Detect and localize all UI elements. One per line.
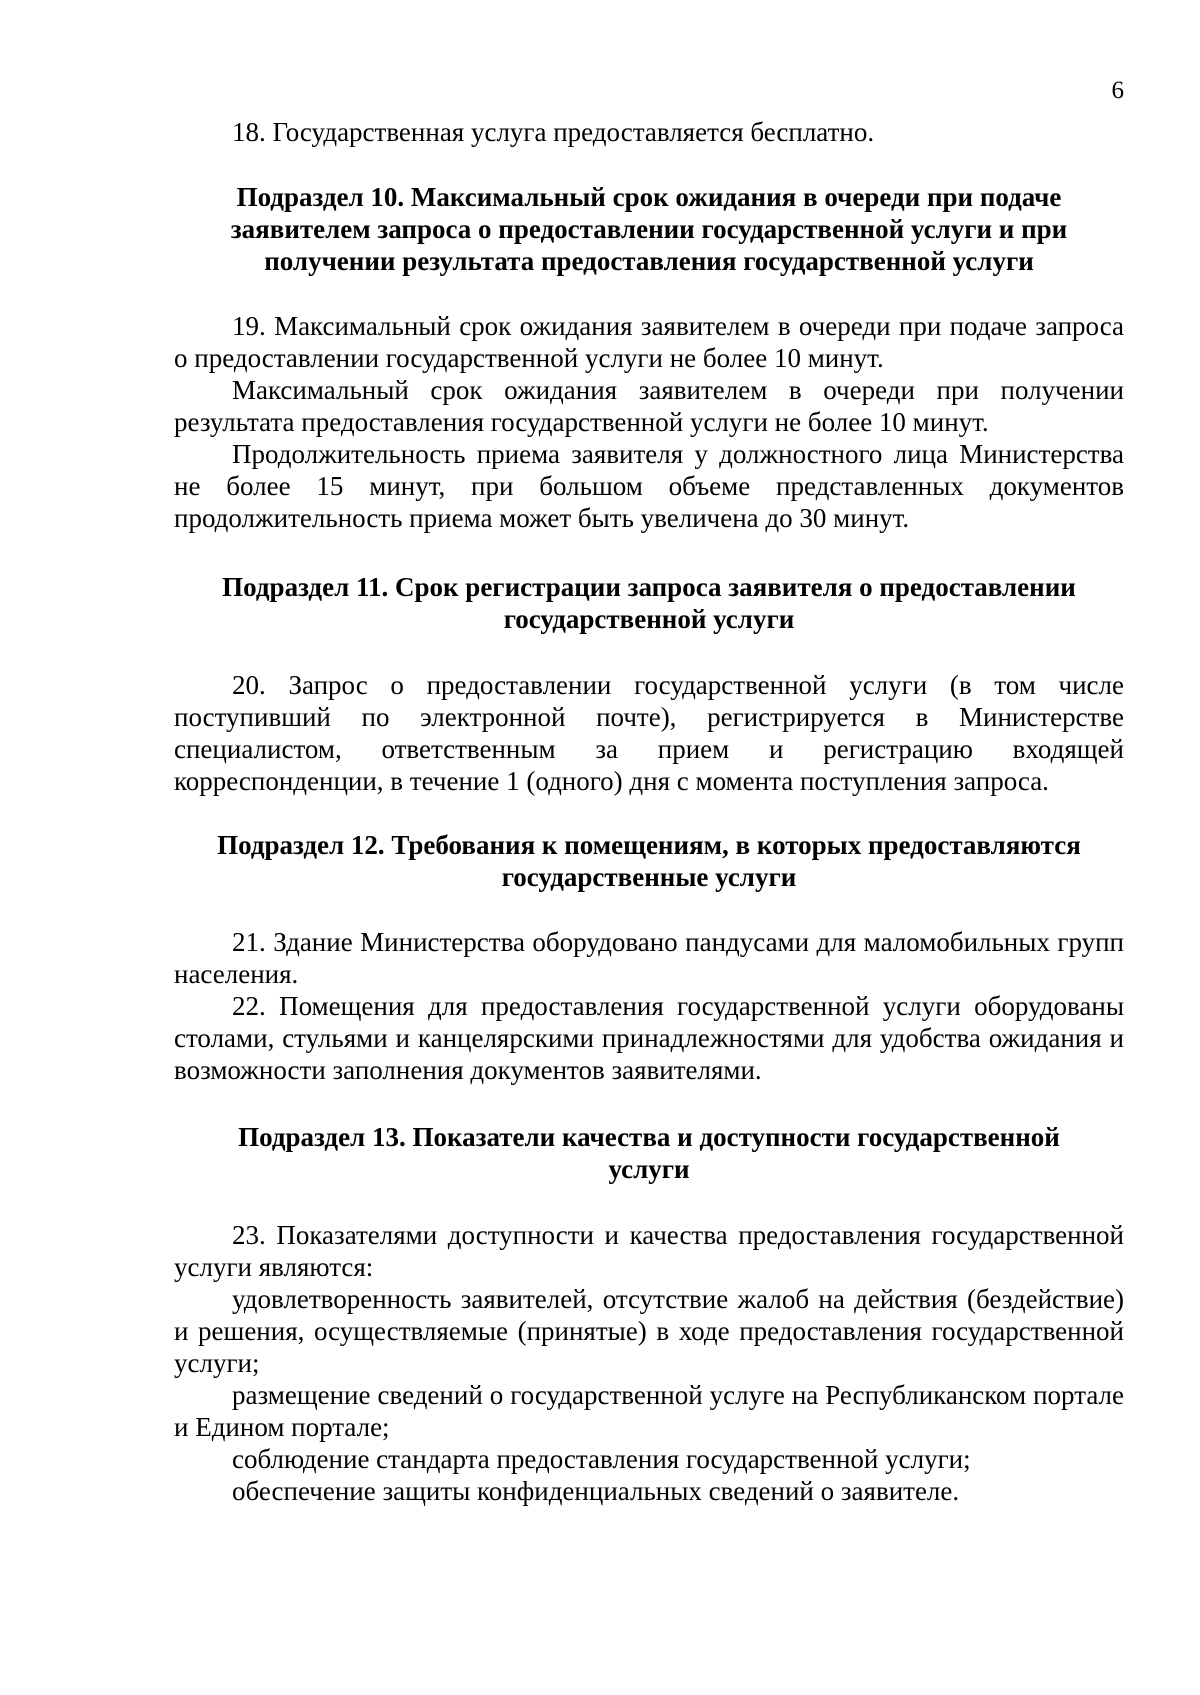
paragraph-18: 18. Государственная услуга предоставляется бесплатно. [232, 117, 875, 147]
subsection-12-body [174, 926, 1124, 1086]
paragraph-21: 21. Здание Министерства оборудовано пандусами для маломобильных групп населения. [174, 927, 1124, 989]
paragraph: размещение сведений о государственной услуге на Республиканском портале и Едином портале; [174, 1380, 1124, 1442]
heading-line: заявителем запроса о предоставлении государственной услуги и при [230, 214, 1068, 244]
paragraph-23: 23. Показателями доступности и качества предоставления государственной услуги являются: [174, 1220, 1124, 1282]
page-number: 6 [1111, 77, 1124, 104]
paragraph: обеспечение защиты конфиденциальных сведений о заявителе. [232, 1476, 960, 1506]
heading-line: услуги [608, 1154, 690, 1184]
subsection-11-body [174, 669, 1124, 797]
heading-line: Подраздел 10. Максимальный срок ожидания в очереди при подаче [236, 182, 1062, 212]
heading-line: Подраздел 11. Срок регистрации запроса заявителя о предоставлении [222, 572, 1076, 602]
subsection-13-body [174, 1219, 1124, 1507]
heading-line: Подраздел 13. Показатели качества и доступности государственной [238, 1122, 1060, 1152]
paragraph-20: 20. Запрос о предоставлении государственной услуги (в том числе поступивший по электронной почте), регистрируется в Министерстве специалистом, ответственным за прием и регистрацию входящей корреспонденции, в течение 1 (одного) дня с момента поступления запроса. [174, 670, 1124, 796]
paragraph: соблюдение стандарта предоставления государственной услуги; [232, 1444, 971, 1474]
paragraph: Продолжительность приема заявителя у должностного лица Министерства не более 15 минут, при большом объеме представленных документов продолжительность приема может быть увеличена до 30 минут. [174, 439, 1124, 533]
paragraph-22: 22. Помещения для предоставления государственной услуги оборудованы столами, стульями и канцелярскими принадлежностями для удобства ожидания и возможности заполнения документов заявителями. [174, 991, 1124, 1085]
paragraph: удовлетворенность заявителей, отсутствие жалоб на действия (бездействие) и решения, осуществляемые (принятые) в ходе предоставления государственной услуги; [174, 1284, 1124, 1378]
subsection-10-body [174, 310, 1124, 534]
subsection-11-heading [174, 571, 1124, 635]
subsection-13-heading [174, 1121, 1124, 1185]
heading-line: получении результата предоставления государственной услуги [264, 246, 1034, 276]
paragraph: Максимальный срок ожидания заявителем в очереди при получении результата предоставления государственной услуги не более 10 минут. [174, 375, 1124, 437]
subsection-10-heading [174, 181, 1124, 277]
heading-line: государственные услуги [501, 862, 797, 892]
paragraph-19: 19. Максимальный срок ожидания заявителем в очереди при подаче запроса о предоставлении государственной услуги не более 10 минут. [174, 311, 1124, 373]
heading-line: государственной услуги [503, 604, 795, 634]
heading-line: Подраздел 12. Требования к помещениям, в которых предоставляются [217, 830, 1081, 860]
subsection-12-heading [174, 829, 1124, 893]
